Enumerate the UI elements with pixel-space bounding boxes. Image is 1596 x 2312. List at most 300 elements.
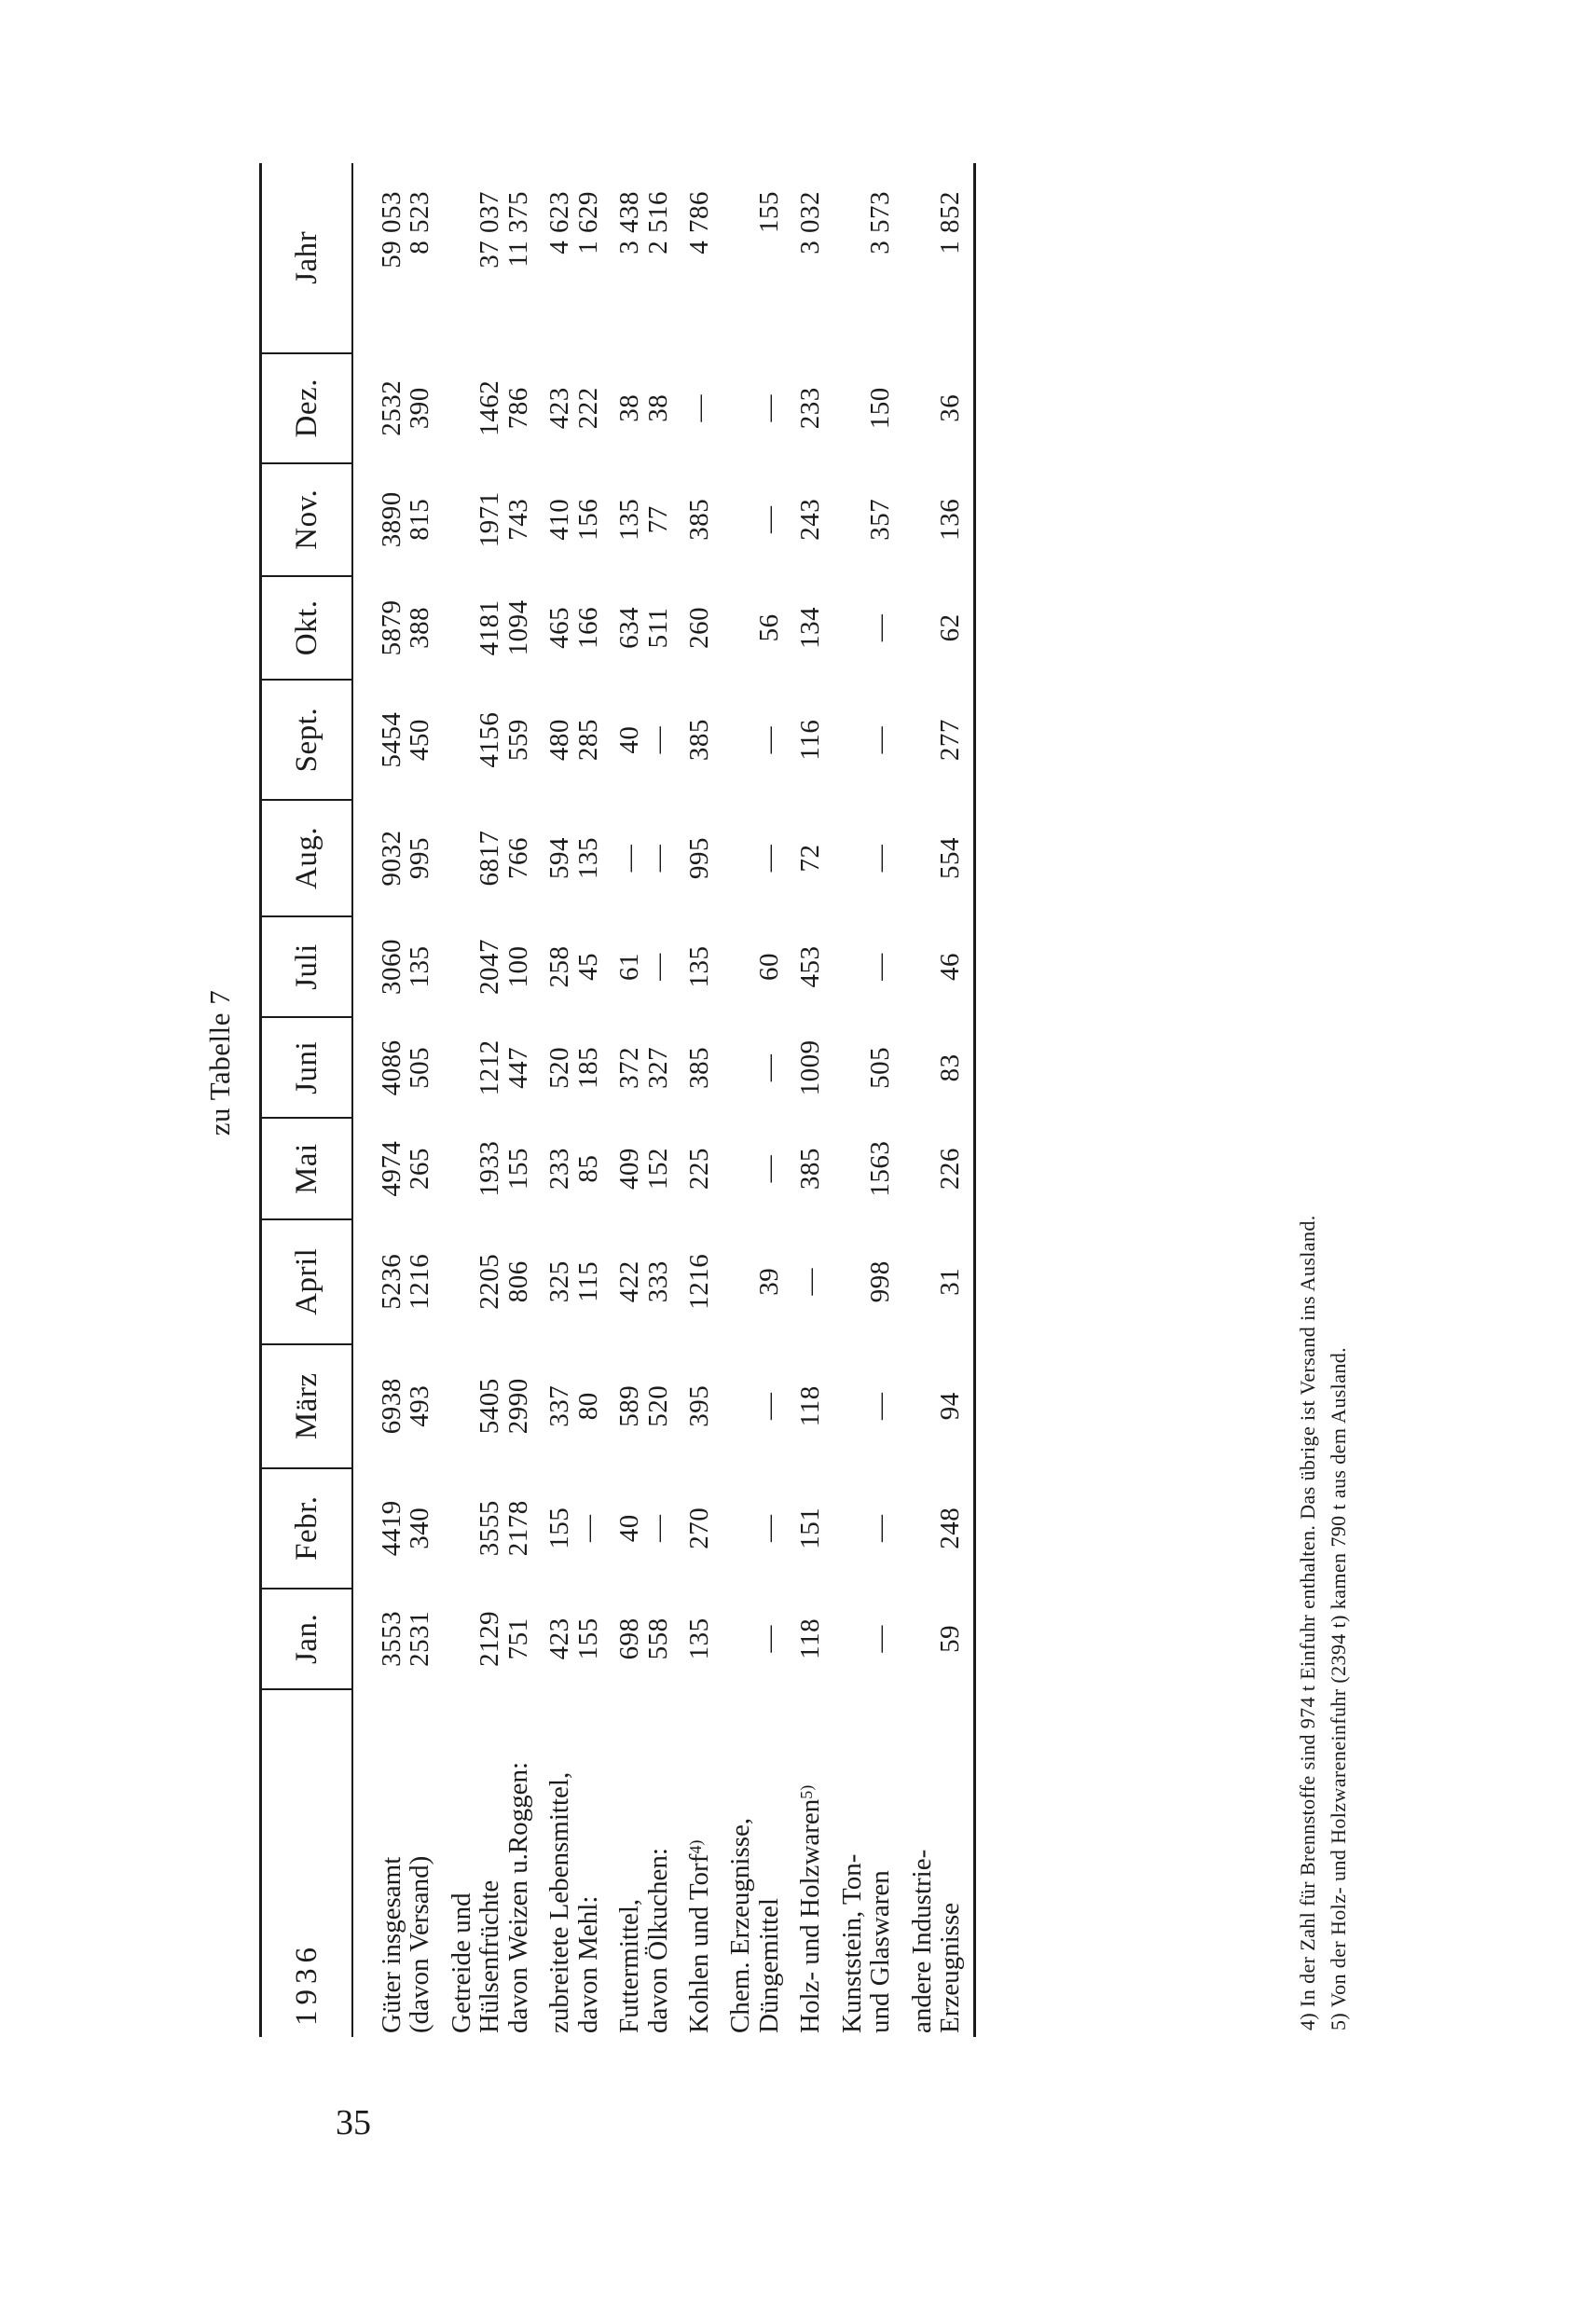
- page-number: 35: [336, 2103, 371, 2142]
- cell-value: 998: [865, 1260, 896, 1303]
- cell-value: 480: [544, 719, 575, 762]
- table-caption: zu Tabelle 7: [203, 989, 236, 1136]
- table-cell: [672, 1017, 713, 1118]
- table-cell: [672, 576, 713, 680]
- row-label: [434, 1689, 532, 2037]
- cell-value: 465: [544, 606, 575, 649]
- table-cell: [352, 680, 434, 800]
- cell-value: —: [642, 725, 673, 754]
- cell-value: 83: [935, 1053, 965, 1082]
- cell-value: 3 438: [614, 191, 645, 255]
- row-label: [783, 1689, 824, 2037]
- cell-value: 1216: [405, 1253, 435, 1310]
- year-header: 1936: [261, 1689, 353, 2037]
- cell-value: 185: [572, 1046, 603, 1089]
- table-cell: [532, 1468, 602, 1589]
- cell-value: 520: [544, 1046, 575, 1089]
- cell-value: 505: [865, 1046, 896, 1089]
- row-label-line: davon Weizen u.Roggen:: [502, 1761, 533, 2033]
- table-cell: [713, 800, 783, 916]
- cell-value: 2532: [377, 379, 406, 436]
- cell-value: 156: [572, 498, 603, 541]
- table-cell: [352, 1589, 434, 1689]
- table-cell: [713, 1468, 783, 1589]
- cell-value: 100: [502, 945, 533, 988]
- table-row: [825, 163, 895, 2037]
- cell-value: 743: [502, 498, 533, 541]
- footnote-marker: 5): [797, 1784, 817, 1799]
- cell-value: 59: [935, 1624, 965, 1653]
- cell-value: 135: [683, 945, 714, 988]
- cell-value: 151: [795, 1507, 826, 1549]
- row-label-line: Chem. Erzeugnisse,: [725, 1817, 756, 2033]
- cell-value: 270: [683, 1507, 714, 1549]
- table-cell: [352, 1017, 434, 1118]
- cell-value: 698: [614, 1617, 645, 1660]
- table-cell: [713, 1219, 783, 1344]
- table-row: [713, 163, 783, 2037]
- cell-value: 395: [683, 1384, 714, 1427]
- table-cell: [783, 353, 824, 463]
- row-label-line: Holz- und Holzwaren: [795, 1798, 826, 2033]
- table-cell: [602, 800, 672, 916]
- cell-value: 226: [935, 1148, 965, 1190]
- table-cell: [713, 1017, 783, 1118]
- cell-value: 423: [544, 1617, 575, 1660]
- cell-value: —: [642, 844, 673, 873]
- month-header: Okt.: [261, 576, 353, 680]
- table-cell: [825, 680, 895, 800]
- table-cell: [532, 916, 602, 1017]
- cell-value: 116: [795, 719, 826, 761]
- table-cell: [713, 916, 783, 1017]
- cell-value: 447: [502, 1046, 533, 1089]
- cell-value: 5405: [475, 1378, 505, 1435]
- cell-value: 8 523: [405, 191, 435, 255]
- cell-value: —: [753, 1514, 784, 1542]
- cell-value: —: [753, 1625, 784, 1653]
- cell-value: 1216: [683, 1253, 714, 1310]
- cell-value: 3555: [475, 1500, 505, 1557]
- row-label-line: Getreide und: [446, 1892, 476, 2033]
- cell-value: 6817: [475, 830, 505, 887]
- month-header: Juni: [261, 1017, 353, 1118]
- table-cell: [672, 163, 713, 353]
- cell-value: 135: [614, 498, 645, 541]
- cell-value: 94: [935, 1392, 965, 1421]
- row-label-line: andere Industrie-: [906, 1849, 937, 2033]
- table-cell: [602, 163, 672, 353]
- cell-value: 166: [572, 606, 603, 649]
- table-row: [783, 163, 824, 2037]
- cell-value: 2178: [502, 1500, 533, 1557]
- table-cell: [434, 163, 532, 353]
- table-cell: [602, 1344, 672, 1468]
- cell-value: 4 786: [683, 191, 714, 255]
- table-cell: [783, 1468, 824, 1589]
- footnote-marker: 4): [685, 1839, 705, 1854]
- table-cell: [352, 463, 434, 576]
- table-cell: [352, 1468, 434, 1589]
- cell-value: 422: [614, 1260, 645, 1303]
- cell-value: 38: [642, 393, 673, 422]
- table-cell: [602, 1119, 672, 1219]
- table-cell: [602, 1017, 672, 1118]
- cell-value: 2205: [475, 1253, 505, 1310]
- cell-value: 135: [405, 945, 435, 988]
- cell-value: 243: [795, 498, 826, 541]
- cell-value: 4156: [475, 711, 505, 768]
- table-cell: [352, 1119, 434, 1219]
- row-label-line: Düngemittel: [753, 1898, 784, 2033]
- cell-value: 450: [405, 719, 435, 762]
- table-cell: [532, 1017, 602, 1118]
- cell-value: 806: [502, 1260, 533, 1303]
- footnote: [1323, 576, 1354, 2030]
- table-cell: [895, 463, 975, 576]
- cell-value: 6938: [377, 1378, 406, 1435]
- cell-value: 233: [795, 387, 826, 430]
- table-cell: [713, 353, 783, 463]
- table-cell: [783, 1344, 824, 1468]
- table-cell: [825, 1344, 895, 1468]
- table-row: [352, 163, 434, 2037]
- table-cell: [825, 1468, 895, 1589]
- cell-value: 36: [935, 393, 965, 422]
- table-cell: [434, 1468, 532, 1589]
- cell-value: 134: [795, 606, 826, 649]
- row-label-line: und Glaswaren: [865, 1870, 896, 2033]
- table-cell: [783, 1589, 824, 1689]
- table-body: [352, 163, 975, 2037]
- cell-value: 80: [572, 1392, 603, 1421]
- month-header: Jan.: [261, 1589, 353, 1689]
- table-cell: [783, 463, 824, 576]
- cell-value: 4086: [377, 1039, 406, 1096]
- table-cell: [825, 1589, 895, 1689]
- table-cell: [895, 800, 975, 916]
- cell-value: 59 053: [377, 191, 406, 268]
- cell-value: 388: [405, 606, 435, 649]
- table-cell: [532, 163, 602, 353]
- cell-value: 11 375: [502, 191, 533, 268]
- cell-value: 493: [405, 1384, 435, 1427]
- cell-value: 372: [614, 1046, 645, 1089]
- cell-value: —: [753, 1053, 784, 1082]
- cell-value: —: [753, 844, 784, 873]
- cell-value: 390: [405, 387, 435, 430]
- cell-value: —: [642, 1514, 673, 1542]
- footnotes: [1292, 576, 1354, 2030]
- row-label-line: zubreitete Lebensmittel,: [544, 1771, 575, 2033]
- table-cell: [895, 1017, 975, 1118]
- table-cell: [783, 916, 824, 1017]
- table-cell: [713, 576, 783, 680]
- table-cell: [713, 1589, 783, 1689]
- cell-value: 56: [753, 613, 784, 642]
- row-label-line: davon Mehl:: [572, 1895, 603, 2033]
- cell-value: 1563: [865, 1140, 896, 1197]
- table-cell: [532, 1344, 602, 1468]
- cell-value: 815: [405, 498, 435, 541]
- table-cell: [672, 916, 713, 1017]
- table-cell: [895, 163, 975, 353]
- row-label: [895, 1689, 975, 2037]
- cell-value: 46: [935, 953, 965, 982]
- cell-value: 2129: [475, 1610, 505, 1667]
- table-cell: [602, 1589, 672, 1689]
- table-cell: [783, 1119, 824, 1219]
- table-cell: [602, 916, 672, 1017]
- cell-value: 3060: [377, 939, 406, 996]
- cell-value: 4 623: [544, 191, 575, 255]
- cell-value: 61: [614, 953, 645, 982]
- cell-value: 385: [795, 1148, 826, 1190]
- month-header: Aug.: [261, 800, 353, 916]
- table-cell: [434, 463, 532, 576]
- cell-value: 357: [865, 498, 896, 541]
- table-cell: [825, 1119, 895, 1219]
- cell-value: —: [614, 844, 645, 873]
- table-cell: [895, 1468, 975, 1589]
- cell-value: 2 516: [642, 191, 673, 255]
- cell-value: 4181: [475, 599, 505, 656]
- cell-value: 265: [405, 1148, 435, 1190]
- table-cell: [713, 163, 783, 353]
- table-cell: [672, 800, 713, 916]
- cell-value: 2531: [405, 1610, 435, 1667]
- table-cell: [783, 800, 824, 916]
- cell-value: 5454: [377, 711, 406, 768]
- month-header: Mai: [261, 1119, 353, 1219]
- cell-value: —: [865, 844, 896, 873]
- cell-value: 558: [642, 1617, 673, 1660]
- table-cell: [672, 680, 713, 800]
- cell-value: 333: [642, 1260, 673, 1303]
- table-cell: [783, 1219, 824, 1344]
- row-label-line: Güter insgesamt: [377, 1856, 406, 2033]
- table-cell: [825, 1017, 895, 1118]
- cell-value: 260: [683, 606, 714, 649]
- cell-value: —: [753, 393, 784, 422]
- table-cell: [352, 916, 434, 1017]
- table-cell: [713, 1344, 783, 1468]
- cell-value: —: [642, 953, 673, 981]
- cell-value: —: [865, 613, 896, 642]
- table-cell: [532, 353, 602, 463]
- table-cell: [352, 163, 434, 353]
- table-cell: [352, 1219, 434, 1344]
- footnote-mark: 5): [1327, 2012, 1350, 2030]
- table-cell: [352, 353, 434, 463]
- month-header: Sept.: [261, 680, 353, 800]
- table-cell: [602, 1468, 672, 1589]
- row-label-line-wrap: [796, 1689, 824, 2033]
- table-cell: [672, 1219, 713, 1344]
- cell-value: 155: [753, 191, 784, 233]
- cell-value: 1212: [475, 1039, 505, 1096]
- cell-value: 40: [614, 1514, 645, 1543]
- cell-value: —: [865, 1392, 896, 1420]
- cell-value: 60: [753, 953, 784, 982]
- cell-value: 2990: [502, 1378, 533, 1435]
- cell-value: 409: [614, 1148, 645, 1190]
- table-cell: [434, 800, 532, 916]
- cell-value: —: [865, 1514, 896, 1542]
- table-cell: [532, 463, 602, 576]
- cell-value: 594: [544, 836, 575, 879]
- table-cell: [602, 463, 672, 576]
- cell-value: 77: [642, 505, 673, 534]
- table-cell: [713, 680, 783, 800]
- row-label: [602, 1689, 672, 2037]
- cell-value: 40: [614, 725, 645, 754]
- cell-value: 589: [614, 1384, 645, 1427]
- table-cell: [672, 463, 713, 576]
- cell-value: 135: [683, 1617, 714, 1660]
- table-row: [434, 163, 532, 2037]
- cell-value: 1094: [502, 599, 533, 656]
- cell-value: 118: [795, 1617, 826, 1659]
- cell-value: 634: [614, 606, 645, 649]
- cell-value: 1 629: [572, 191, 603, 255]
- cell-value: 4974: [377, 1140, 406, 1197]
- table-cell: [434, 680, 532, 800]
- table-cell: [672, 1344, 713, 1468]
- month-header: Dez.: [261, 353, 353, 463]
- table-cell: [602, 680, 672, 800]
- cell-value: 155: [572, 1617, 603, 1660]
- cell-value: —: [683, 393, 714, 422]
- table-cell: [434, 576, 532, 680]
- cell-value: 222: [572, 387, 603, 430]
- cell-value: 136: [935, 498, 965, 541]
- cell-value: 37 037: [475, 191, 505, 268]
- cell-value: 155: [502, 1148, 533, 1190]
- cell-value: 85: [572, 1154, 603, 1183]
- table-cell: [434, 1219, 532, 1344]
- cell-value: 325: [544, 1260, 575, 1303]
- table-cell: [895, 576, 975, 680]
- cell-value: 3890: [377, 491, 406, 548]
- cell-value: 995: [405, 836, 435, 879]
- table-cell: [602, 576, 672, 680]
- row-label: [713, 1689, 783, 2037]
- table-cell: [825, 916, 895, 1017]
- cell-value: 559: [502, 719, 533, 762]
- cell-value: 3 032: [795, 191, 826, 255]
- cell-value: 155: [544, 1507, 575, 1549]
- cell-value: 410: [544, 498, 575, 541]
- table-cell: [713, 463, 783, 576]
- month-header: April: [261, 1219, 353, 1344]
- footnote-text: Von der Holz- und Holzwareneinfuhr (2394 t) kamen 790 t aus dem Ausland.: [1327, 1346, 1350, 2008]
- table-cell: [672, 1589, 713, 1689]
- table-cell: [783, 1017, 824, 1118]
- cell-value: 233: [544, 1148, 575, 1190]
- cell-value: 786: [502, 387, 533, 430]
- cell-value: 340: [405, 1507, 435, 1549]
- table-cell: [532, 1589, 602, 1689]
- table-cell: [602, 353, 672, 463]
- table-cell: [532, 680, 602, 800]
- table-cell: [895, 1344, 975, 1468]
- table-cell: [672, 1119, 713, 1219]
- month-header: Jahr: [261, 163, 353, 353]
- statistics-table: [259, 163, 976, 2037]
- cell-value: 135: [572, 836, 603, 879]
- cell-value: —: [753, 505, 784, 533]
- cell-value: 505: [405, 1046, 435, 1089]
- row-label-line: Kunststein, Ton-: [836, 1853, 867, 2033]
- cell-value: 1971: [475, 491, 505, 548]
- cell-value: 423: [544, 387, 575, 430]
- table-cell: [825, 576, 895, 680]
- cell-value: 5879: [377, 599, 406, 656]
- footnote-text: In der Zahl für Brennstoffe sind 974 t Einfuhr enthalten. Das übrige ist Versand ins Ausland.: [1296, 1215, 1319, 2007]
- cell-value: 285: [572, 719, 603, 762]
- cell-value: —: [753, 725, 784, 754]
- row-label: [825, 1689, 895, 2037]
- table-row: [532, 163, 602, 2037]
- cell-value: 995: [683, 836, 714, 879]
- cell-value: —: [865, 953, 896, 981]
- table-cell: [895, 680, 975, 800]
- table-row: [602, 163, 672, 2037]
- footnote: [1292, 576, 1323, 2030]
- cell-value: 3553: [377, 1610, 406, 1667]
- cell-value: —: [753, 1154, 784, 1183]
- cell-value: 511: [642, 607, 673, 649]
- cell-value: 225: [683, 1148, 714, 1190]
- cell-value: —: [865, 1625, 896, 1653]
- table-cell: [895, 1119, 975, 1219]
- table-cell: [352, 800, 434, 916]
- cell-value: —: [753, 1392, 784, 1420]
- table-cell: [895, 916, 975, 1017]
- cell-value: —: [572, 1514, 603, 1542]
- cell-value: 38: [614, 393, 645, 422]
- cell-value: 554: [935, 836, 965, 879]
- cell-value: 39: [753, 1267, 784, 1296]
- month-header: März: [261, 1344, 353, 1468]
- cell-value: 2047: [475, 939, 505, 996]
- cell-value: 9032: [377, 830, 406, 887]
- row-label-line: Futtermittel,: [614, 1898, 645, 2033]
- cell-value: 62: [935, 613, 965, 642]
- row-label: [672, 1689, 713, 2037]
- table-cell: [602, 1219, 672, 1344]
- table-cell: [352, 576, 434, 680]
- cell-value: 1933: [475, 1140, 505, 1197]
- cell-value: 385: [683, 498, 714, 541]
- table-cell: [783, 163, 824, 353]
- cell-value: 118: [795, 1385, 826, 1427]
- cell-value: 1462: [475, 379, 505, 436]
- cell-value: 152: [642, 1148, 673, 1190]
- table-cell: [532, 800, 602, 916]
- row-label-line: davon Ölkuchen:: [642, 1848, 673, 2033]
- row-label-line: Hülsenfrüchte: [475, 1879, 505, 2033]
- footnote-mark: 4): [1296, 2012, 1319, 2030]
- cell-value: 453: [795, 945, 826, 988]
- cell-value: 5236: [377, 1253, 406, 1310]
- cell-value: 72: [795, 844, 826, 873]
- row-label-line: (davon Versand): [405, 1855, 435, 2033]
- cell-value: 3 573: [865, 191, 896, 255]
- table-cell: [895, 1219, 975, 1344]
- cell-value: 337: [544, 1384, 575, 1427]
